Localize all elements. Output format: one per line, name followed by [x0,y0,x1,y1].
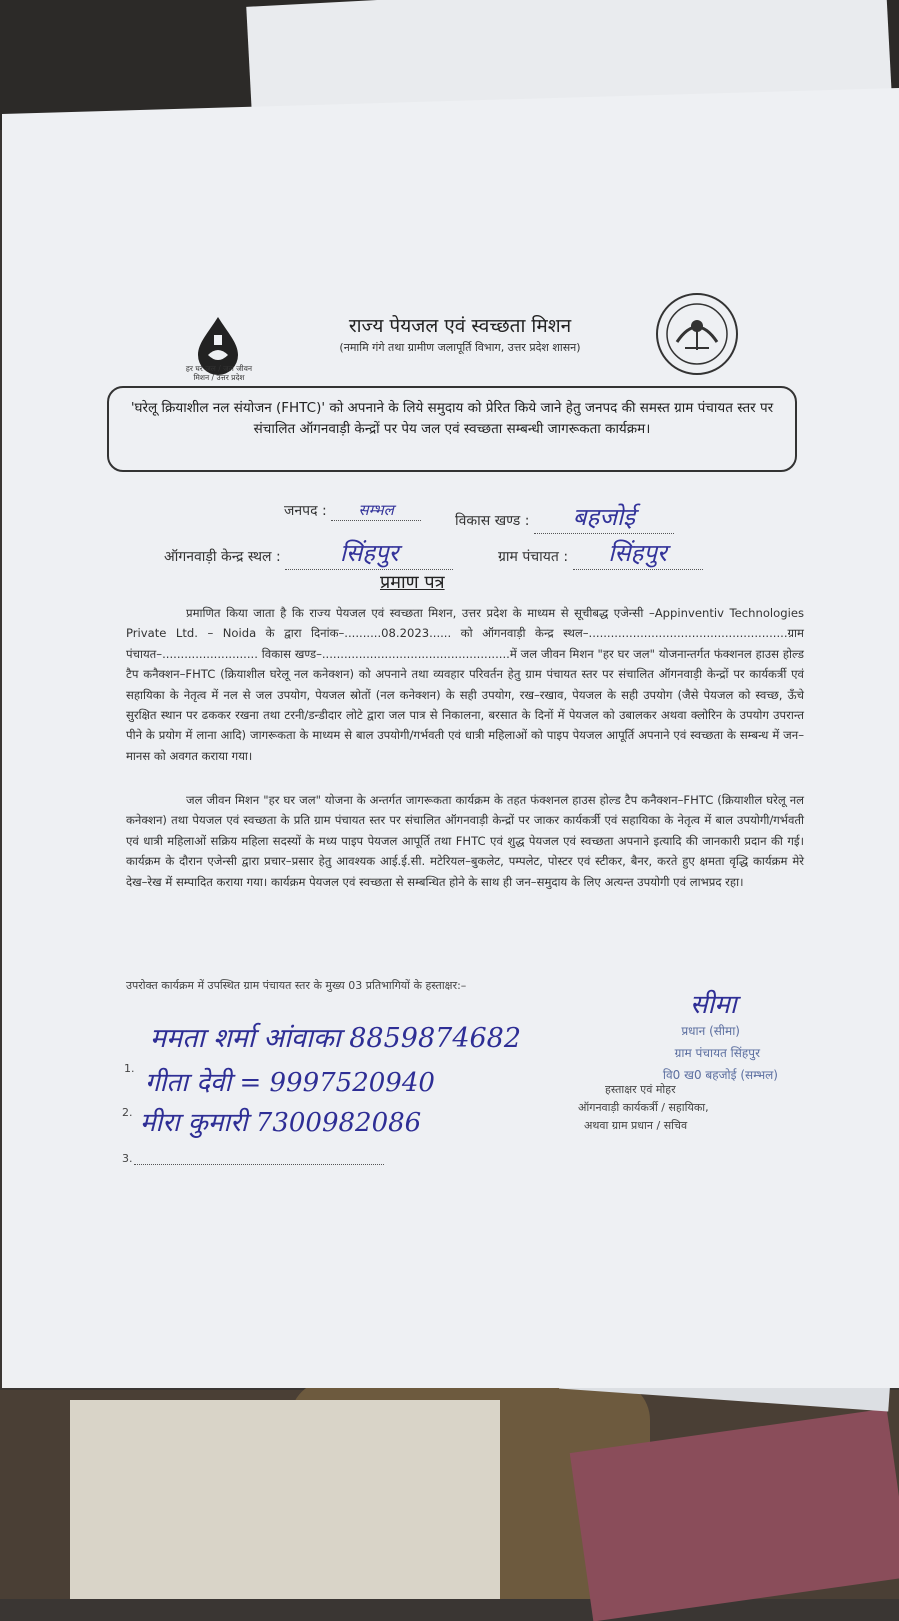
handwritten-participant-meera: मीरा कुमारी 7300982086 [140,1108,422,1138]
block-field [455,500,674,534]
stamp-line-3: वि0 ख0 बहजोई (सम्भल) [662,1068,778,1082]
certificate-paragraph-1: प्रमाणित किया जाता है कि राज्य पेयजल एवं स्वच्छता मिशन, उत्तर प्रदेश के माध्यम से सूचीबद्ध एजेन्सी –Appinventiv Technologies Private Ltd. – Noida के द्वारा दिनांक–..........08.2023...... को ऑगनवाड़ी केन्द्र स्थल–......................................................ग्राम पंचायत–.......................... विकास खण्ड–...................................................में जल जीवन मिशन "हर घर जल" योजनान्तर्गत फंक्शनल हाउस होल्ड टैप कनैक्शन–FHTC (क्रियाशील घरेलू नल कनेक्शन) को अपनाने तथा व्यवहार परिवर्तन हेतु ग्राम पंचायत स्तर पर संचालित ऑगनवाड़ी केन्द्रों पर कार्यकर्त्री एवं सहायिका के नेतृत्व में नल से जल उपयोग, पेयजल स्रोतों (नल कनेक्शन) के सही उपयोग, रख–रखाव, पेयजल के सही उपयोग (जैसे पेयजल को स्वच्छ, ऊँचे सुरक्षित स्थान पर ढककर रखना तथा टरनी/डन्डीदार लोटे द्वारा जल पात्र से निकालना, बरसात के दिनों में पेयजल को उबालकर अथवा क्लोरिन के उपयोग उपरान्त पीने के प्रयोग में लाना आदि) जागरूकता के माध्यम से बाल उपयोगी/गर्भवती एवं धात्री महिलाओं को पाइप पेयजल आपूर्ति अपनाने एवं स्वच्छता के सम्बन्ध में जन–मानस को अवगत कराया गया। [126,606,804,763]
page-title: राज्य पेयजल एवं स्वच्छता मिशन [348,315,572,337]
block-label: विकास खण्ड : [455,513,530,529]
centre-field [164,536,453,570]
page-subtitle: (नमामि गंगे तथा ग्रामीण जलापूर्ति विभाग, उत्तर प्रदेश शासन) [339,341,581,354]
block-value: बहजोई [534,500,674,534]
programme-banner [107,386,797,472]
sign-label-3: अथवा ग्राम प्रधान / सचिव [584,1119,688,1132]
signature-line-3 [134,1164,384,1165]
certificate-paragraph-2: जल जीवन मिशन "हर घर जल" योजना के अन्तर्गत जागरूकता कार्यक्रम के तहत फंक्शनल हाउस होल्ड टैप कनैक्शन–FHTC (क्रियाशील घरेलू नल कनेक्शन) तथा पेयजल एवं स्वच्छता के प्रति ग्राम पंचायत स्तर पर संचालित ऑगनवाड़ी केन्द्रों पर जाकर कार्यकर्त्री एवं सहायिका के नेतृत्व में बाल उपयोगी/गर्भवती एवं धात्री महिलाओं सक्रिय महिला सदस्यों के मध्य पाइप पेयजल आपूर्ति तथा FHTC एवं शुद्ध पेयजल एवं स्वच्छता अपनाने इत्यादि की जानकारी प्रदान की गई। कार्यक्रम के दौरान एजेन्सी द्वारा प्रचार–प्रसार हेतु आवश्यक आई.ई.सी. मटेरियल–बुकलेट, पम्पलेट, पोस्टर एवं स्टीकर, बैनर, करते हुए क्षमता वृद्धि कार्यक्रम मेरे देख–रेख में सम्पादित कराया गया। कार्यक्रम पेयजल एवं स्वच्छता से सम्बन्धित होने के साथ ही जन–समुदाय के लिए अत्यन्त उपयोगी एवं लाभप्रद रहा। [126,793,804,889]
centre-value: सिंहपुर [285,536,453,570]
panchayat-field [498,536,703,570]
stamp-line-1: प्रधान (सीमा) [681,1024,740,1038]
handwritten-participant-mamta: ममता शर्मा आंवाका 8859874682 [150,1023,522,1054]
stamp-line-2: ग्राम पंचायत सिंहपुर [674,1046,760,1060]
background-cloth [70,1400,500,1599]
certificate-title: प्रमाण पत्र [380,572,445,593]
sign-label-2: ऑगनवाड़ी कार्यकर्त्री / सहायिका, [578,1101,709,1114]
signatures-intro: उपरोक्त कार्यक्रम में उपस्थित ग्राम पंचायत स्तर के मुख्य 03 प्रतिभागियों के हस्ताक्षर:– [126,979,467,992]
centre-label: ऑगनवाड़ी केन्द्र स्थल : [164,549,281,565]
district-value: सम्भल [331,500,421,521]
signature-line-1-number: 1. [124,1062,135,1075]
district-label: जनपद : [284,503,327,519]
banner-text: 'घरेलू क्रियाशील नल संयोजन (FHTC)' को अपनाने के लिये समुदाय को प्रेरित किये जाने हेतु जनपद की समस्त ग्राम पंचायत स्तर पर संचालित ऑगनवाड़ी केन्द्रों पर पेय जल एवं स्वच्छता सम्बन्धी जागरूकता कार्यक्रम। [130,400,774,437]
signature-line-2-number: 2. [122,1106,133,1119]
handwritten-participant-geeta: गीता देवी = 9997520940 [145,1068,435,1098]
up-government-seal-icon [655,292,739,376]
sign-label-1: हस्ताक्षर एवं मोहर [605,1083,676,1096]
panchayat-value: सिंहपुर [573,536,703,570]
panchayat-label: ग्राम पंचायत : [498,549,569,565]
pradhan-signature: सीमा [690,990,737,1020]
signature-line-3-number: 3. [122,1152,133,1165]
district-field [284,500,421,521]
left-logo-caption: हर घर जल / जल जीवन मिशन / उत्तर प्रदेश [185,364,253,382]
